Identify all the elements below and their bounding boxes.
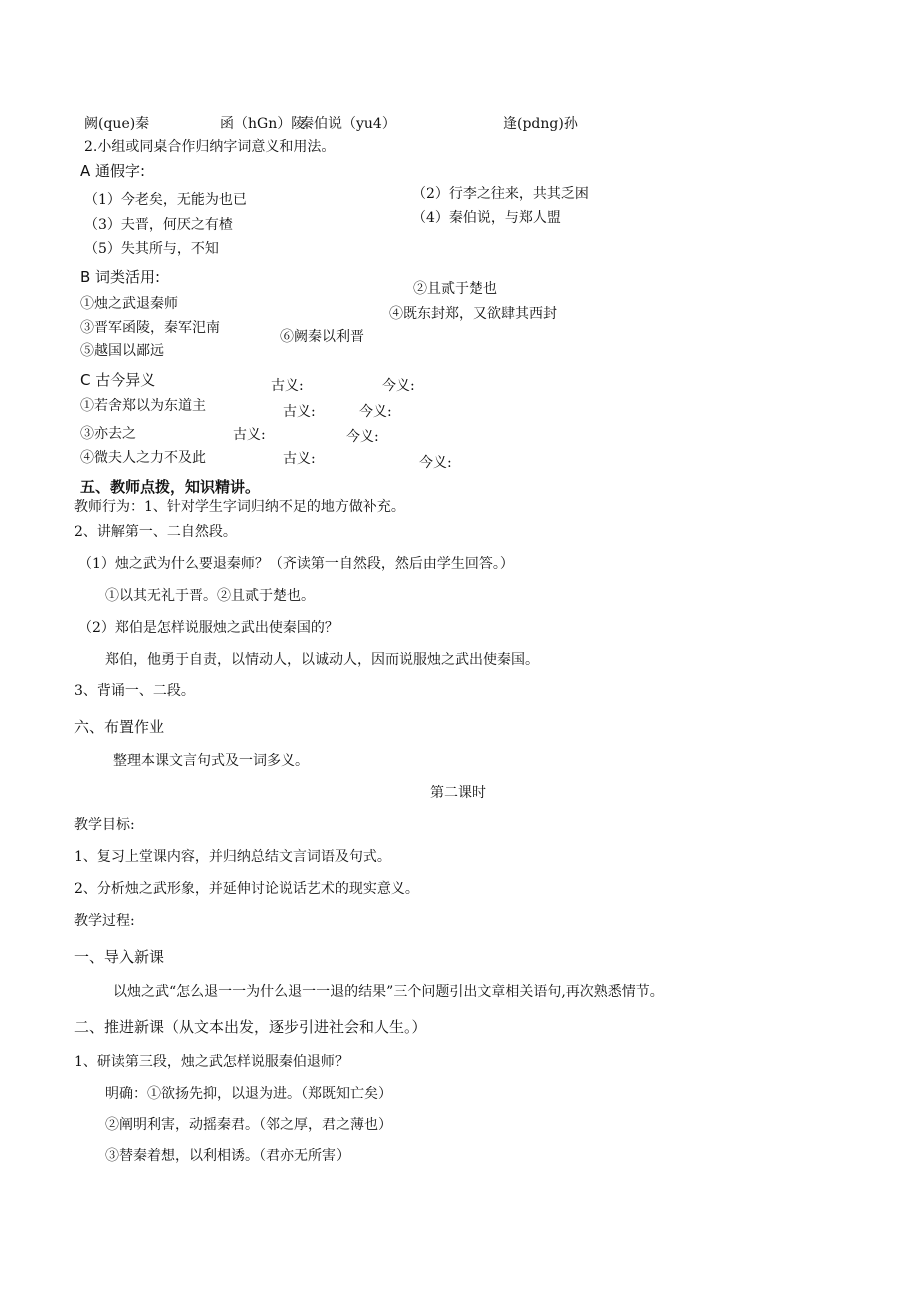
sec5-question: （2）郑伯是怎样说服烛之武出使秦国的？ bbox=[78, 620, 339, 636]
cilei-item: ⑥阙秦以利晋 bbox=[280, 329, 364, 345]
jin-label: 今义: bbox=[419, 455, 452, 471]
gujin-item: ①若舍郑以为东道主 bbox=[80, 398, 206, 414]
cilei-item: ③晋军函陵，秦军汜南 bbox=[80, 320, 220, 336]
tongjia-item: （1）今老矣，无能为也已 bbox=[84, 192, 247, 208]
pron-yue: 秦伯说（yu4） bbox=[300, 116, 396, 132]
gu-label: 古义: bbox=[233, 427, 266, 443]
sec5-question: （1）烛之武为什么要退秦师？（齐读第一自然段，然后由学生回答。） bbox=[78, 556, 514, 572]
sec5-answer: ①以其无礼于晋。②且贰于楚也。 bbox=[105, 588, 315, 604]
sec5-line: 2、讲解第一、二自然段。 bbox=[74, 524, 237, 540]
cilei-item: ①烛之武退秦师 bbox=[80, 296, 178, 312]
sec5-answer: 郑伯，他勇于自责，以情动人，以诚动人，因而说服烛之武出使秦国。 bbox=[105, 652, 539, 668]
tongjia-item: （3）夫晋，何厌之有楂 bbox=[84, 217, 233, 233]
step-2-line: ②阐明利害，动摇秦君。（邻之厚，君之薄也） bbox=[105, 1117, 392, 1133]
tongjia-item: （5）失其所与，不知 bbox=[84, 241, 219, 257]
process-label: 教学过程: bbox=[74, 913, 135, 929]
step-2-line: 1、研读第三段，烛之武怎样说服秦伯退师？ bbox=[74, 1054, 349, 1070]
section-6-title: 六、布置作业 bbox=[74, 718, 165, 736]
sec5-line: 教师行为：1、针对学生字词归纳不足的地方做补充。 bbox=[74, 499, 405, 515]
tongjia-item: （2）行李之往来，共其乏困 bbox=[412, 186, 589, 202]
section-5-title: 五、教师点拨，知识精讲。 bbox=[80, 478, 261, 496]
jin-label: 今义: bbox=[359, 404, 392, 420]
sec6-line: 整理本课文言句式及一词多义。 bbox=[113, 753, 309, 769]
step-2-line: 明确：①欲扬先抑，以退为进。（郑既知亡矣） bbox=[105, 1086, 392, 1102]
lesson-2-title: 第二课时 bbox=[430, 785, 486, 801]
cilei-item: ②且贰于楚也 bbox=[413, 281, 497, 297]
tongjia-item: （4）秦伯说，与郑人盟 bbox=[412, 210, 561, 226]
goal-item: 2、分析烛之武形象，并延伸讨论说话艺术的现实意义。 bbox=[74, 881, 419, 897]
cilei-item: ⑤越国以鄙远 bbox=[80, 343, 164, 359]
goals-label: 教学目标: bbox=[74, 817, 135, 833]
gujin-item: ③亦去之 bbox=[80, 426, 136, 442]
step-2-title: 二、推进新课（从文本出发，逐步引进社会和人生。） bbox=[74, 1018, 427, 1036]
gu-label: 古义: bbox=[283, 404, 316, 420]
tongjia-heading: A 通假字: bbox=[80, 162, 146, 180]
gu-label: 古义: bbox=[271, 378, 304, 394]
cilei-item: ④既东封郑，又欲肆其西封 bbox=[389, 306, 557, 322]
pron-pang: 逢(pdng)孙 bbox=[503, 116, 578, 132]
task-2: 2.小组或同桌合作归纳字词意义和用法。 bbox=[84, 139, 336, 155]
gu-label: 古义: bbox=[283, 451, 316, 467]
pron-que: 阙(que)秦 bbox=[84, 116, 150, 132]
pron-han: 函（hGn）陵 bbox=[220, 116, 306, 132]
step-2-line: ③替秦着想，以利相诱。（君亦无所害） bbox=[105, 1148, 350, 1164]
jin-label: 今义: bbox=[346, 429, 379, 445]
jin-label: 今义: bbox=[382, 378, 415, 394]
step-1-title: 一、导入新课 bbox=[74, 948, 165, 966]
sec5-line: 3、背诵一、二段。 bbox=[74, 683, 195, 699]
gujin-item: ④微夫人之力不及此 bbox=[80, 450, 206, 466]
goal-item: 1、复习上堂课内容，并归纳总结文言词语及句式。 bbox=[74, 849, 391, 865]
cilei-heading: B 词类活用: bbox=[80, 268, 161, 286]
step-1-line: 以烛之武“怎么退一一为什么退一一退的结果”三个问题引出文章相关语句,再次熟悉情节。 bbox=[113, 984, 664, 1000]
gujin-heading: C 古今异义 bbox=[80, 371, 156, 389]
